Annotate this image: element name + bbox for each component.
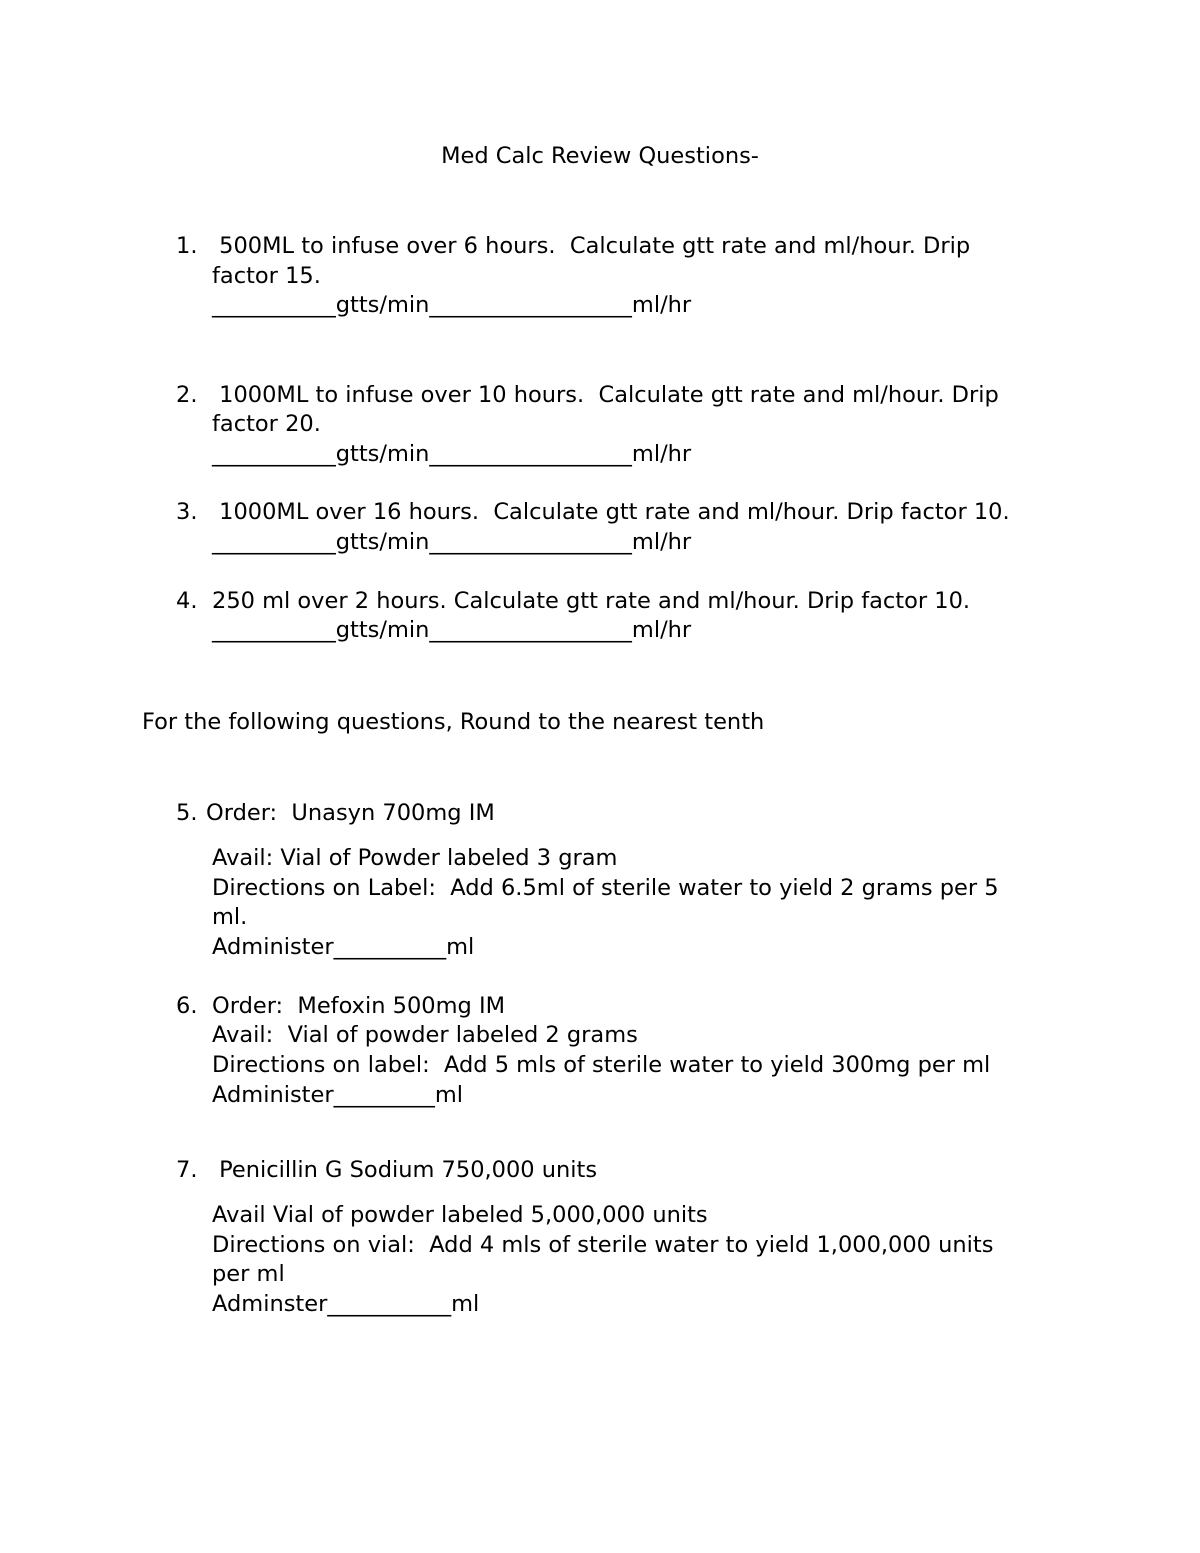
q5-administer: Administer__________ml [212, 934, 475, 960]
q1-number: 1. [176, 233, 198, 259]
q7-directions-cont: per ml [212, 1261, 285, 1287]
q2-answer-blanks: ___________gtts/min__________________ml/hr [212, 441, 692, 467]
q2-number: 2. [176, 382, 198, 408]
q3-text: 1000ML over 16 hours. Calculate gtt rate and ml/hour. Drip factor 10. [212, 499, 1010, 525]
q3-number: 3. [176, 499, 198, 525]
q2-text-cont: factor 20. [212, 411, 321, 437]
q7-number: 7. [176, 1157, 198, 1183]
q5-order: Order: Unasyn 700mg IM [206, 800, 495, 826]
q5-directions-cont: ml. [212, 904, 248, 930]
q1-answer-blanks: ___________gtts/min__________________ml/hr [212, 292, 692, 318]
q6-order: Order: Mefoxin 500mg IM [212, 993, 506, 1019]
q4-text: 250 ml over 2 hours. Calculate gtt rate and ml/hour. Drip factor 10. [212, 588, 971, 614]
q4-number: 4. [176, 588, 198, 614]
q5-number: 5. [176, 800, 198, 826]
q1-text: 500ML to infuse over 6 hours. Calculate gtt rate and ml/hour. Drip [212, 233, 971, 259]
q7-order: Penicillin G Sodium 750,000 units [212, 1157, 598, 1183]
q1-text-cont: factor 15. [212, 263, 321, 289]
q7-directions: Directions on vial: Add 4 mls of sterile water to yield 1,000,000 units [212, 1232, 994, 1258]
q6-number: 6. [176, 993, 198, 1019]
page-title: Med Calc Review Questions- [441, 143, 759, 169]
q6-administer: Administer_________ml [212, 1082, 464, 1108]
rounding-instruction: For the following questions, Round to the nearest tenth [142, 709, 765, 735]
q2-text: 1000ML to infuse over 10 hours. Calculate gtt rate and ml/hour. Drip [212, 382, 999, 408]
q6-avail: Avail: Vial of powder labeled 2 grams [212, 1022, 638, 1048]
q4-answer-blanks: ___________gtts/min__________________ml/hr [212, 617, 692, 643]
q3-answer-blanks: ___________gtts/min__________________ml/hr [212, 529, 692, 555]
q7-avail: Avail Vial of powder labeled 5,000,000 units [212, 1202, 708, 1228]
q5-directions: Directions on Label: Add 6.5ml of sterile water to yield 2 grams per 5 [212, 875, 999, 901]
q5-avail: Avail: Vial of Powder labeled 3 gram [212, 845, 618, 871]
q7-administer: Adminster___________ml [212, 1291, 480, 1317]
q6-directions: Directions on label: Add 5 mls of sterile water to yield 300mg per ml [212, 1052, 991, 1078]
